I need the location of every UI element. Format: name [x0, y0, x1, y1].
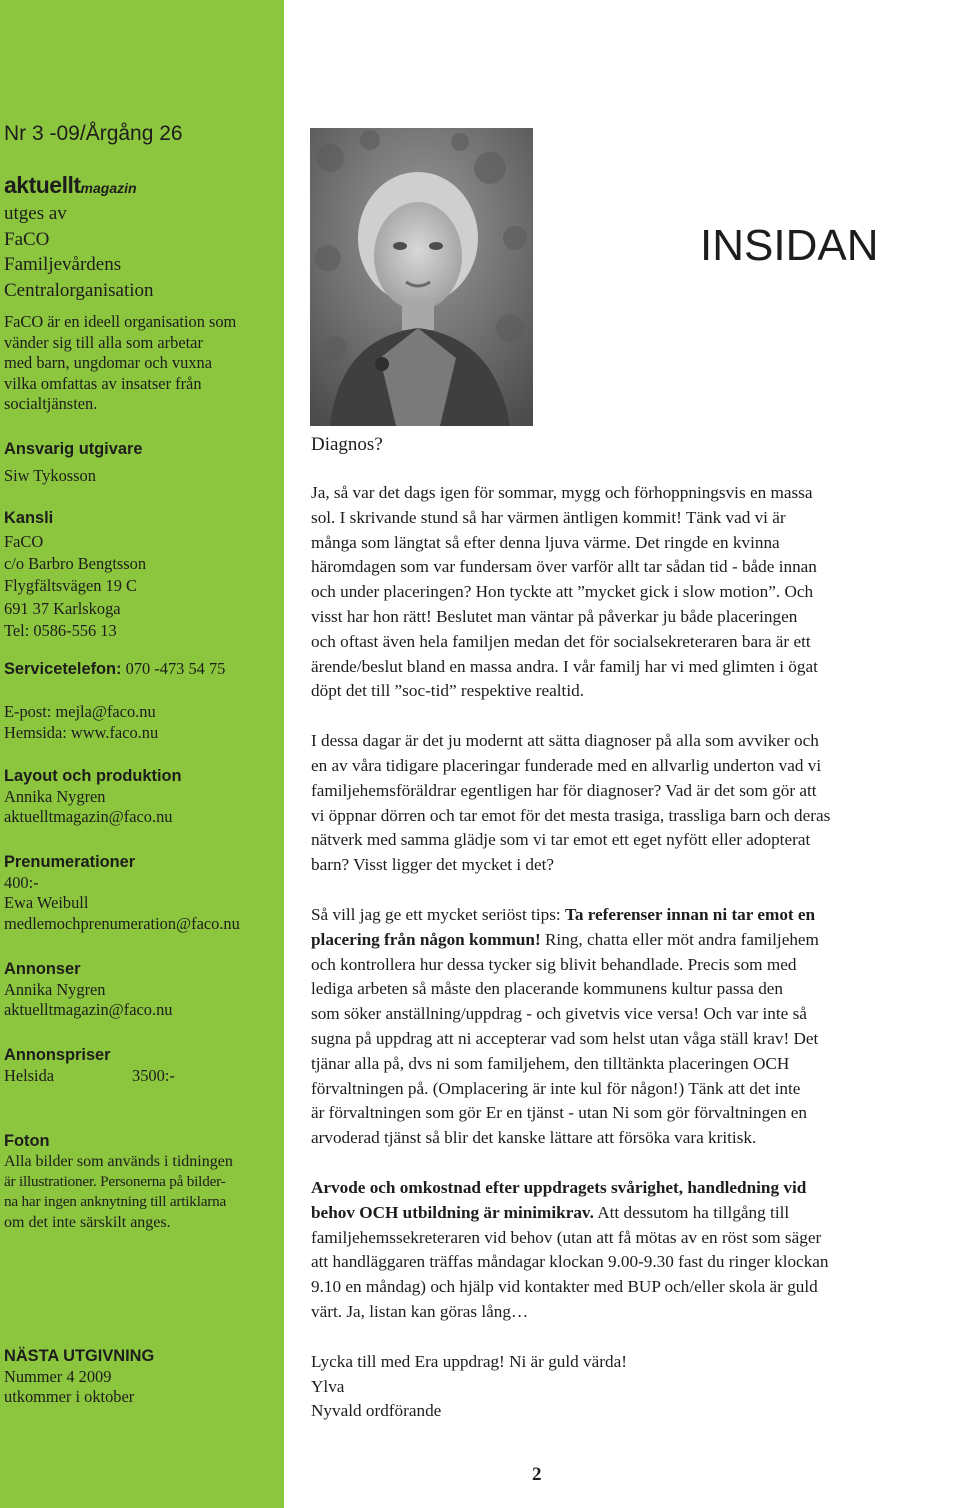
paragraph-2: [311, 729, 951, 878]
subscription-email[interactable]: medlemochprenumeration@faco.nu: [4, 913, 240, 933]
contact-info: [4, 702, 158, 743]
office-line: c/o Barbro Bengtsson: [4, 554, 147, 573]
text-line: [311, 903, 951, 928]
text-line: familjehemssekreteraren vid behov (utan att få mötas av en röst som säger: [311, 1227, 822, 1247]
text-line: [311, 1201, 951, 1226]
text-line: familjehemsföräldrar egentligen har för diagnoser? Vad är det som gör att: [311, 780, 817, 800]
email-line[interactable]: E-post: mejla@faco.nu: [4, 702, 156, 721]
paragraph-3: [311, 903, 951, 1151]
text-line: 9.10 en måndag) och hjälp vid kontakter med BUP och/eller skola är guld: [311, 1277, 818, 1297]
text-line: sol. I skrivande stund så har värmen äntligen kommit! Tänk vad vi är: [311, 507, 786, 527]
author-portrait-photo: [310, 128, 533, 426]
signature-name: Ylva: [311, 1376, 345, 1396]
bold-text: placering från någon kommun!: [311, 929, 541, 949]
section-heading: Servicetelefon:: [4, 660, 122, 678]
text-line: tjänar alla på, dvs ni som familjehem, den tilltänkta placeringen OCH: [311, 1053, 790, 1073]
website-line[interactable]: Hemsida: www.faco.nu: [4, 722, 159, 742]
section-heading: Annonser: [4, 960, 81, 978]
subscriptions: [4, 852, 240, 934]
plain-text: Att dessutom ha tillgång till: [593, 1202, 790, 1222]
text-line: [311, 1176, 951, 1201]
section-heading: Prenumerationer: [4, 853, 136, 871]
price-row: [4, 1066, 175, 1087]
text-line: döpt det till ”soc-tid” respektive realtid.: [311, 681, 585, 701]
closing-signature: [311, 1350, 951, 1424]
office-info: [4, 508, 146, 643]
service-phone: [4, 659, 225, 680]
issue-number: Nr 3 -09/Årgång 26: [4, 122, 183, 145]
bold-text: Ta referenser innan ni tar emot en: [564, 904, 816, 924]
paragraph-4: [311, 1176, 951, 1325]
page-number: 2: [532, 1464, 542, 1485]
ads-email[interactable]: aktuelltmagazin@faco.nu: [4, 1000, 173, 1020]
text-line: att handläggaren träffas måndagar klockan 9.00-9.30 fast du ringer klockan: [311, 1252, 829, 1272]
notice-line: om det inte särskilt anges.: [4, 1213, 171, 1231]
ad-prices: [4, 1045, 175, 1086]
text-line: visst har hon rätt! Beslutet man väntar på påverkar ju både placeringen: [311, 606, 798, 626]
office-line: Tel: 0586-556 13: [4, 621, 117, 641]
publisher-line: FaCO: [4, 228, 50, 250]
text-line: sugna på uppdrag att ni accepterar vad som helst utan våga ställ krav! Det: [311, 1028, 819, 1048]
publisher-info: [4, 201, 154, 303]
text-line: häromdagen som var fundersam över varför allt tar sådan tid - både innan: [311, 557, 817, 577]
logo-main: aktuellt: [4, 172, 81, 198]
notice-line: na har ingen anknytning till artiklarna: [4, 1193, 227, 1211]
section-heading: Layout och produktion: [4, 767, 182, 785]
closing-line: Lycka till med Era uppdrag! Ni är guld värda!: [311, 1351, 627, 1371]
layout-production: [4, 766, 182, 828]
about-line: socialtjänsten.: [4, 394, 98, 414]
text-line: Ja, så var det dags igen för sommar, mygg och förhoppningsvis en massa: [311, 483, 813, 502]
about-line: FaCO är en ideell organisation som: [4, 312, 237, 331]
ads-contact: [4, 959, 172, 1021]
logo-sub: magazin: [80, 180, 137, 196]
photo-notice-text: [4, 1152, 276, 1234]
section-heading: Annonspriser: [4, 1046, 111, 1064]
service-number: 070 -473 54 75: [125, 659, 226, 678]
paragraph-1: [311, 481, 951, 704]
photo-notice: [4, 1131, 276, 1233]
text-line: lediga arbeten så måste den placerande kommunens kultur passa den: [311, 979, 784, 999]
text-line: som söker anställning/uppdrag - och givetvis vice versa! Och var inte så: [311, 1004, 807, 1024]
office-line: 691 37 Karlskoga: [4, 598, 121, 618]
text-line: är förvaltningen som gör Er en tjänst - utan Ni som gör förvaltningen en: [311, 1103, 807, 1123]
section-heading: NÄSTA UTGIVNING: [4, 1347, 155, 1365]
editorial-article: [311, 429, 951, 1424]
text-line: och under placeringen? Hon tyckte att ”mycket gick i slow motion”. Och: [311, 582, 814, 602]
publisher-line: utges av: [4, 203, 67, 224]
section-heading: Kansli: [4, 509, 54, 527]
portrait-illustration: [310, 128, 533, 426]
text-line: I dessa dagar är det ju modernt att sätta diagnoser på alla som avviker och: [311, 731, 819, 751]
office-line: FaCO: [4, 531, 44, 551]
subscription-line: 400:-: [4, 872, 39, 892]
signature-title: Nyvald ordförande: [311, 1401, 442, 1421]
price-value: 3500:-: [132, 1065, 175, 1085]
subscription-line: Ewa Weibull: [4, 893, 89, 913]
photo-caption: Diagnos?: [311, 434, 383, 455]
plain-text: Ring, chatta eller möt andra familjehem: [540, 929, 819, 949]
about-line: vänder sig till alla som arbetar: [4, 332, 203, 352]
text-line: värt. Ja, listan kan göras lång…: [311, 1301, 529, 1321]
about-line: med barn, ungdomar och vuxna: [4, 353, 213, 373]
text-line: arvoderad tjänst så blir det kanske lättare att försöka vara kritisk.: [311, 1128, 757, 1148]
magazine-logo: [4, 172, 137, 202]
layout-line: Annika Nygren: [4, 786, 106, 806]
price-label: Helsida: [4, 1065, 55, 1085]
section-heading: Ansvarig utgivare: [4, 440, 143, 458]
text-line: en av våra tidigare placeringar funderade med en allvarlig underton vad vi: [311, 755, 822, 775]
section-heading: Foton: [4, 1132, 50, 1150]
plain-text: Så vill jag ge ett mycket seriöst tips:: [311, 904, 565, 924]
responsible-name: Siw Tykosson: [4, 465, 96, 485]
text-line: och oftast även hela familjen medan det för socialsekreteraren bara är ett: [311, 631, 811, 651]
layout-email[interactable]: aktuelltmagazin@faco.nu: [4, 807, 173, 827]
bold-text: behov OCH utbildning är minimikrav.: [311, 1202, 594, 1222]
bold-text: Arvode och omkostnad efter uppdragets svårighet, handledning vid: [311, 1177, 807, 1197]
responsible-publisher: [4, 439, 142, 486]
text-line: ärende/beslut bland en massa andra. I vår familj har vi med glimten i ögat: [311, 656, 818, 676]
next-issue-line: Nummer 4 2009: [4, 1366, 112, 1386]
text-line: barn? Visst ligger det mycket i det?: [311, 855, 555, 875]
about-line: vilka omfattas av insatser från: [4, 373, 202, 393]
organisation-description: [4, 312, 274, 415]
publisher-line: Familjevårdens: [4, 254, 122, 275]
text-line: nätverk med samma glädje som vi tar emot ett eget nyfött eller adopterat: [311, 830, 811, 850]
text-line: många som längtat så efter denna ljuva värme. Det ringde en kvinna: [311, 532, 780, 552]
text-line: och kontrollera hur dessa tycker sig blivit behandlade. Precis som med: [311, 954, 797, 974]
section-title: INSIDAN: [700, 221, 879, 270]
next-issue: [4, 1346, 154, 1408]
next-issue-line: utkommer i oktober: [4, 1387, 135, 1407]
text-line: vi öppnar dörren och tar emot för det mesta trasiga, trassliga barn och deras: [311, 805, 831, 825]
publisher-line: Centralorganisation: [4, 279, 154, 301]
ads-line: Annika Nygren: [4, 979, 106, 999]
sidebar-masthead: [0, 0, 284, 1508]
notice-line: är illustrationer. Personerna på bilder-: [4, 1173, 226, 1190]
office-line: Flygfältsvägen 19 C: [4, 576, 137, 596]
text-line: [311, 928, 951, 953]
text-line: förvaltningen på. (Omplacering är inte kul för någon!) Tänk att det inte: [311, 1078, 801, 1098]
notice-line: Alla bilder som används i tidningen: [4, 1152, 233, 1170]
